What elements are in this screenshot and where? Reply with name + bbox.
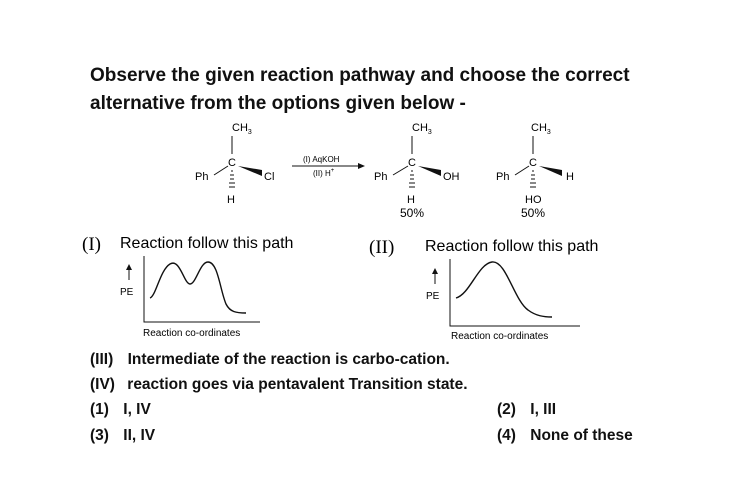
statement-iii-text: Intermediate of the reaction is carbo-cation. — [127, 351, 450, 368]
graph1-ylabel: PE — [120, 287, 134, 298]
product1-ch3: $CH_3$ — [412, 122, 432, 136]
option-2-text: I, III — [530, 401, 557, 418]
product2-h: H — [566, 171, 574, 183]
product1-wedge — [418, 166, 441, 176]
graph-1 — [82, 234, 293, 339]
statement-iii — [90, 351, 450, 369]
option-3[interactable] — [90, 427, 155, 445]
statement-iii-num: (III) — [90, 351, 114, 368]
product2-ph: Ph — [496, 171, 510, 183]
option-1-text: I, IV — [123, 401, 151, 418]
option-4-num: (4) — [497, 427, 516, 444]
product2-ch3: $CH_3$ — [531, 122, 551, 136]
graph2-xlabel: Reaction co-ordinates — [451, 331, 549, 342]
product1-carbon: C — [408, 157, 416, 169]
graph2-heading: Reaction follow this path — [425, 238, 599, 255]
option-2-num: (2) — [497, 401, 516, 418]
option-2[interactable] — [497, 401, 556, 419]
statement-iv-text: reaction goes via pentavalent Transition state. — [127, 376, 468, 393]
graph1-curve — [150, 262, 246, 313]
product1-oh: OH — [443, 171, 460, 183]
graph1-heading: Reaction follow this path — [120, 235, 294, 252]
reagent-1: (I) AqKOH — [303, 155, 340, 164]
reactant-cl: Cl — [264, 171, 275, 183]
product1-h: H — [407, 194, 415, 206]
product2-ho: HO — [525, 194, 542, 206]
reaction-arrow — [292, 155, 365, 178]
graph2-curve — [456, 262, 552, 317]
reactant-wedge — [238, 166, 262, 176]
option-1[interactable] — [90, 401, 151, 419]
reactant-ph: Ph — [195, 171, 209, 183]
reactant-carbon: C — [228, 157, 236, 169]
reagent-2: (II) H+ — [313, 168, 335, 178]
product-2-structure — [496, 122, 574, 220]
graph2-numeral: (II) — [369, 237, 395, 258]
reactant-structure — [195, 122, 274, 206]
product1-ph: Ph — [374, 171, 388, 183]
graph2-ylabel: PE — [426, 291, 440, 302]
question-line-2: alternative from the options given below - — [90, 93, 466, 114]
reactant-ch3: $CH_3$ — [232, 122, 252, 136]
statement-iv — [90, 376, 468, 394]
graph-2 — [369, 237, 598, 342]
question-line-1: Observe the given reaction pathway and choose the correct — [90, 65, 630, 86]
reactant-h: H — [227, 194, 235, 206]
product1-yield: 50% — [400, 206, 425, 220]
option-1-num: (1) — [90, 401, 109, 418]
product2-carbon: C — [529, 157, 537, 169]
option-4-text: None of these — [530, 427, 633, 444]
graph1-numeral: (I) — [82, 234, 101, 255]
statement-iv-num: (IV) — [90, 376, 115, 393]
product2-yield: 50% — [521, 206, 546, 220]
product-1-structure — [374, 122, 460, 220]
product2-wedge — [539, 166, 562, 176]
option-4[interactable] — [497, 427, 633, 445]
graph1-xlabel: Reaction co-ordinates — [143, 328, 241, 339]
option-3-text: II, IV — [123, 427, 156, 444]
option-3-num: (3) — [90, 427, 109, 444]
